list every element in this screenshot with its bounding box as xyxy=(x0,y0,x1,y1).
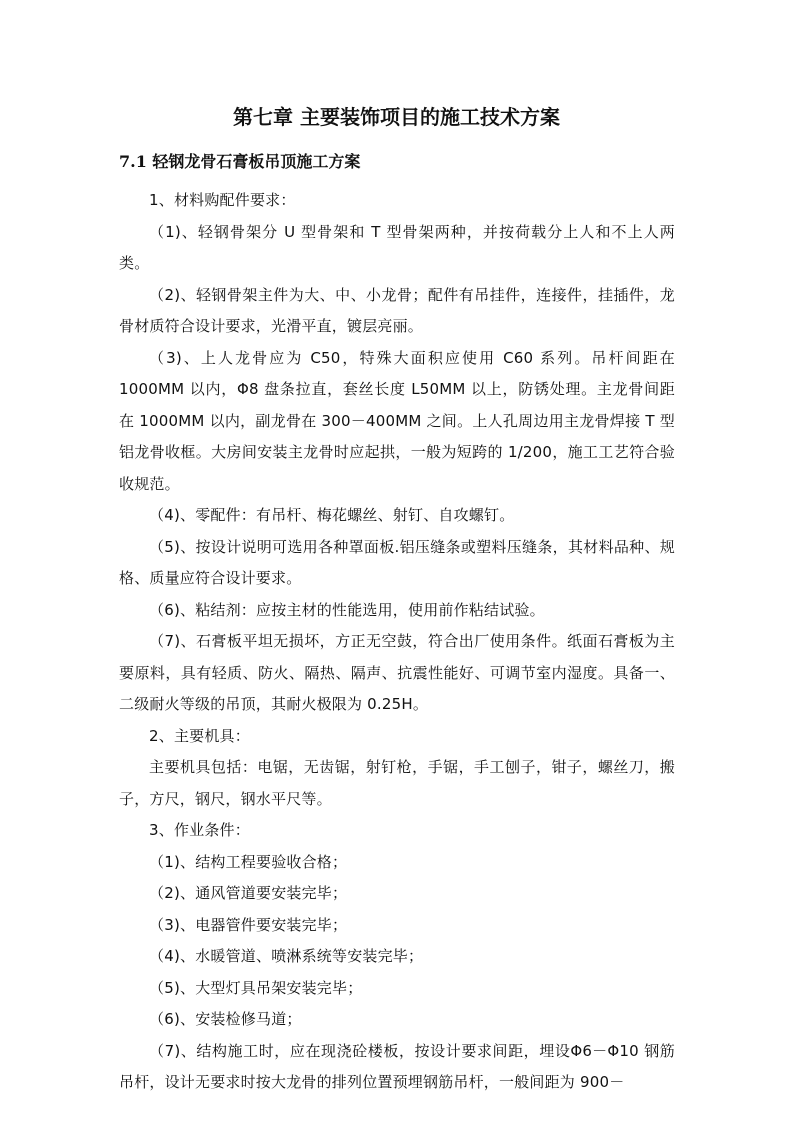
paragraph-condition-1: （1)、结构工程要验收合格； xyxy=(149,852,348,871)
paragraph-condition-3: （3)、电器管件要安装完毕； xyxy=(149,915,348,934)
paragraph-conditions-heading: 3、作业条件： xyxy=(149,821,250,839)
paragraph-material-4: （4)、零配件：有吊杆、梅花螺丝、射钉、自攻螺钉。 xyxy=(149,506,515,524)
paragraph-tools-list: 主要机具包括：电锯，无齿锯，射钉枪，手锯，手工刨子，钳子，螺丝刀，搬子，方尺，钢尺，钢水平尺等。 xyxy=(119,758,675,808)
paragraph-condition-6: （6)、安装检修马道； xyxy=(149,1010,302,1028)
paragraph-condition-2: （2)、通风管道要安装完毕； xyxy=(149,884,348,902)
paragraph-material-3: （3)、上人龙骨应为 C50，特殊大面积应使用 C60 系列。吊杆间距在 1000MM 以内，Φ8 盘条拉直，套丝长度 L50MM 以上，防锈处理。主龙骨间距在 1000MM 以内，副龙骨在 300－400MM 之间。上人孔周边用主龙骨焊接 T 型铝龙骨收框。大房间安装主龙骨时应起拱，一般为短跨的 1/200，施工工艺符合验收规范。 xyxy=(119,348,675,493)
paragraph-material-1: （1)、轻钢骨架分 U 型骨架和 T 型骨架两种，并按荷载分上人和不上人两类。 xyxy=(119,222,675,272)
section-title: 7.1 轻钢龙骨石膏板吊顶施工方案 xyxy=(119,152,361,171)
paragraph-tools-heading: 2、主要机具： xyxy=(149,726,250,745)
paragraph-condition-7: （7)、结构施工时，应在现浇砼楼板，按设计要求间距，埋设Φ6－Φ10 钢筋吊杆，设计无要求时按大龙骨的排列位置预埋钢筋吊杆，一般间距为 900－ xyxy=(119,1041,675,1091)
chapter-title: 第七章 主要装饰项目的施工技术方案 xyxy=(233,105,560,129)
document-body xyxy=(119,185,675,1099)
paragraph-material-6: （6)、粘结剂：应按主材的性能选用，使用前作粘结试验。 xyxy=(149,600,545,619)
paragraph-material-7: （7)、石膏板平坦无损坏，方正无空鼓，符合出厂使用条件。纸面石膏板为主要原料，具有轻质、防火、隔热、隔声、抗震性能好、可调节室内湿度。具备一、二级耐火等级的吊顶，其耐火极限为 0.25H。 xyxy=(119,632,675,713)
paragraph-condition-5: （5)、大型灯具吊架安装完毕； xyxy=(149,978,363,997)
paragraph-material-2: （2)、轻钢骨架主件为大、中、小龙骨；配件有吊挂件，连接件，挂插件，龙骨材质符合设计要求，光滑平直，镀层亮丽。 xyxy=(119,285,675,335)
paragraph-materials-heading: 1、材料购配件要求： xyxy=(149,191,296,209)
paragraph-material-5: （5)、按设计说明可选用各种罩面板.铝压缝条或塑料压缝条，其材料品种、规格、质量应符合设计要求。 xyxy=(119,537,675,587)
paragraph-condition-4: （4)、水暖管道、喷淋系统等安装完毕； xyxy=(149,947,424,965)
